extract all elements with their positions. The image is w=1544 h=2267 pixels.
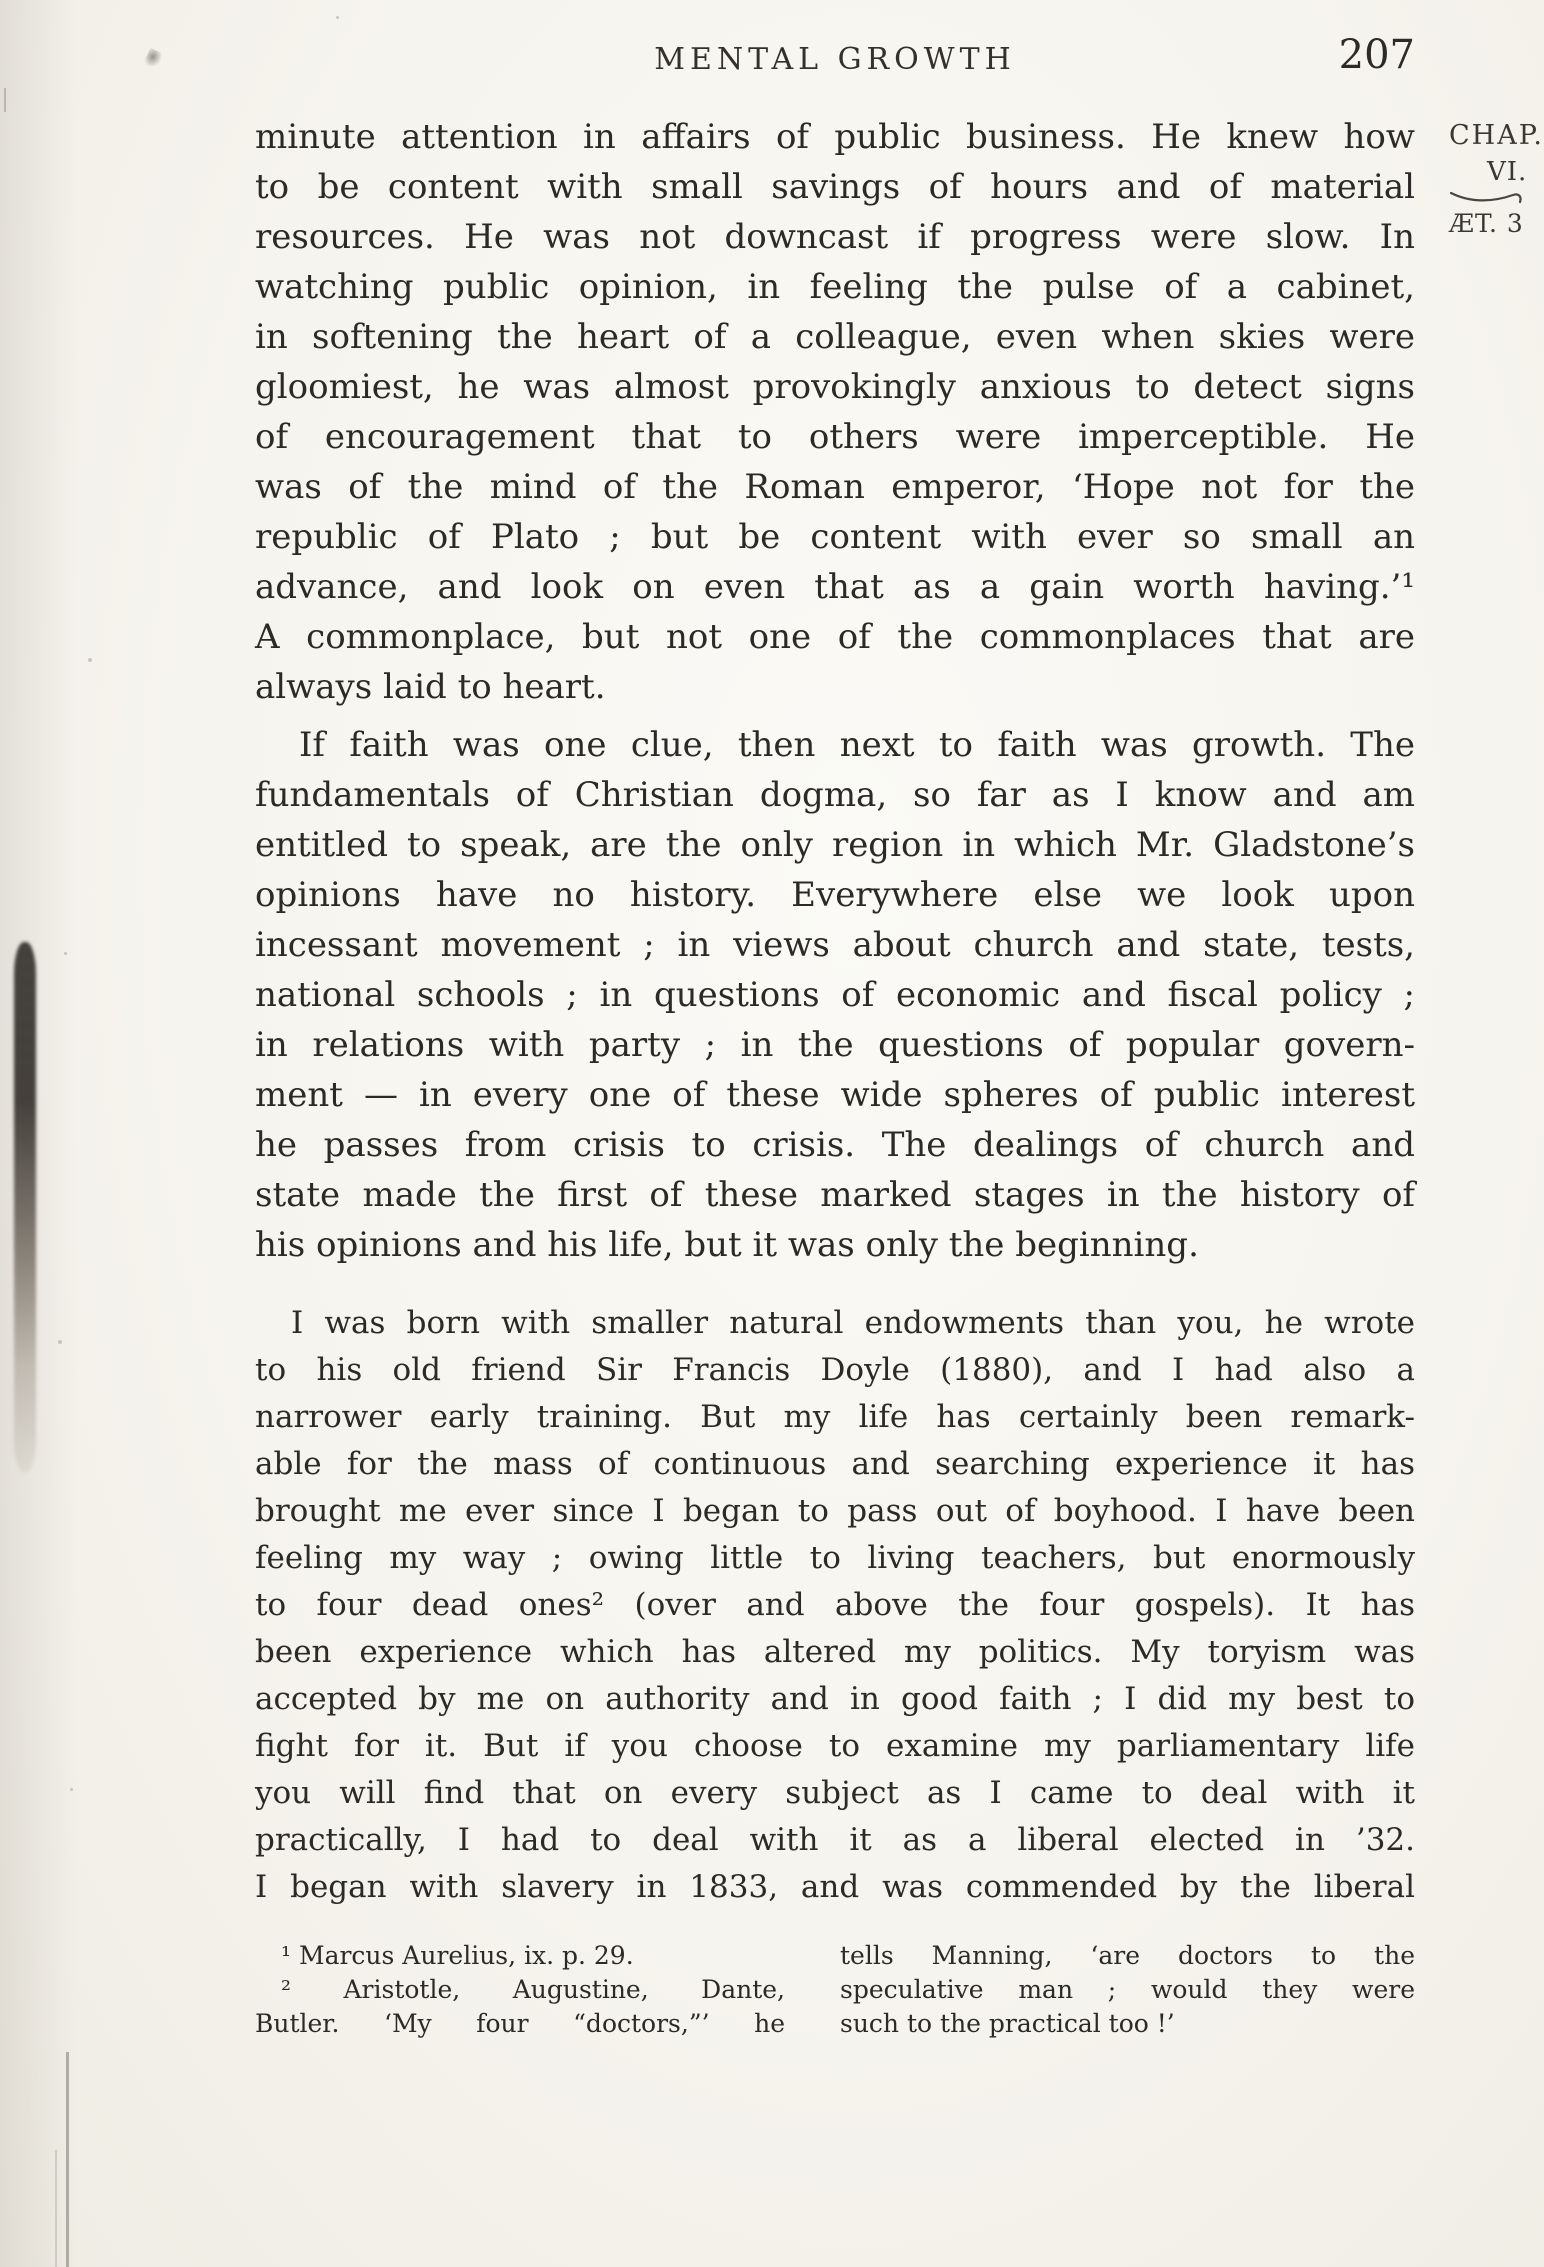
text-line: narrower early training. But my life has certainly been remark- — [255, 1399, 1415, 1435]
text-line: fight for it. But if you choose to examine my parliamentary life — [255, 1728, 1415, 1764]
aetat-label: ÆT. 3 — [1449, 209, 1524, 238]
chapter-label: CHAP. — [1449, 120, 1544, 151]
text-line: state made the first of these marked stages in the history of — [255, 1175, 1415, 1215]
scan-artifact-speck — [64, 952, 67, 955]
footnote-column-right — [840, 1939, 1415, 2041]
text-line: in relations with party ; in the questions of popular govern- — [255, 1025, 1415, 1065]
scan-artifact-pen-mark — [143, 48, 164, 71]
text-line: advance, and look on even that as a gain worth having.’¹ — [255, 567, 1415, 607]
text-line: fundamentals of Christian dogma, so far as I know and am — [255, 775, 1415, 815]
margin-note — [1449, 120, 1544, 238]
running-title: MENTAL GROWTH — [654, 42, 1016, 77]
text-line: tells Manning, ‘are doctors to the — [840, 1941, 1415, 1970]
scan-artifact-edge-tick — [4, 88, 6, 112]
text-line: resources. He was not downcast if progress were slow. In — [255, 217, 1415, 257]
text-line: speculative man ; would they were — [840, 1975, 1415, 2004]
text-line: of encouragement that to others were imperceptible. He — [255, 417, 1415, 457]
footnote-column-left — [255, 1939, 785, 2041]
scan-artifact-speck — [70, 1788, 73, 1791]
text-line: his opinions and his life, but it was only the beginning. — [255, 1225, 1199, 1265]
footnotes — [255, 1939, 1415, 2041]
text-line: minute attention in affairs of public business. He knew how — [255, 117, 1415, 157]
text-line: entitled to speak, are the only region in which Mr. Gladstone’s — [255, 825, 1415, 865]
quotation-paragraph — [255, 1300, 1415, 1911]
text-line: always laid to heart. — [255, 667, 606, 707]
text-line: incessant movement ; in views about church and state, tests, — [255, 925, 1415, 965]
scan-artifact-ink-streak — [14, 942, 36, 1472]
chapter-numeral: VI. — [1487, 157, 1528, 187]
page-header — [255, 30, 1415, 100]
text-line: to be content with small savings of hours and of material — [255, 167, 1415, 207]
text-line: ¹ Marcus Aurelius, ix. p. 29. — [281, 1941, 634, 1970]
text-line: brought me ever since I began to pass out of boyhood. I have been — [255, 1493, 1415, 1529]
text-line: I was born with smaller natural endowments than you, he wrote — [291, 1305, 1415, 1341]
text-line: gloomiest, he was almost provokingly anxious to detect signs — [255, 367, 1415, 407]
scan-artifact-speck — [336, 16, 339, 19]
margin-brace-flourish — [1449, 189, 1535, 205]
text-line: feeling my way ; owing little to living teachers, but enormously — [255, 1540, 1415, 1576]
text-line: accepted by me on authority and in good faith ; I did my best to — [255, 1681, 1415, 1717]
text-line: practically, I had to deal with it as a liberal elected in ’32. — [255, 1822, 1415, 1858]
text-line: such to the practical too !’ — [840, 2009, 1175, 2038]
text-line: If faith was one clue, then next to faith was growth. The — [299, 725, 1415, 765]
text-line: ² Aristotle, Augustine, Dante, — [281, 1975, 785, 2004]
scan-artifact-vertical-line — [55, 2150, 57, 2267]
scan-artifact-speck — [88, 658, 92, 662]
scan-artifact-speck — [58, 1340, 62, 1344]
text-line: was of the mind of the Roman emperor, ‘Hope not for the — [255, 467, 1415, 507]
text-block — [255, 112, 1415, 2041]
text-line: you will find that on every subject as I came to deal with it — [255, 1775, 1415, 1811]
text-line: opinions have no history. Everywhere else we look upon — [255, 875, 1415, 915]
text-line: to four dead ones² (over and above the four gospels). It has — [255, 1587, 1415, 1623]
text-line: he passes from crisis to crisis. The dealings of church and — [255, 1125, 1415, 1165]
text-line: in softening the heart of a colleague, even when skies were — [255, 317, 1415, 357]
text-line: Butler. ‘My four “doctors,”’ he — [255, 2009, 785, 2038]
page-edge-shading — [0, 0, 78, 2267]
body-paragraph-1 — [255, 112, 1415, 712]
scan-artifact-vertical-line — [66, 2052, 69, 2267]
page-number: 207 — [1338, 32, 1415, 78]
text-line: republic of Plato ; but be content with ever so small an — [255, 517, 1415, 557]
text-line: national schools ; in questions of economic and fiscal policy ; — [255, 975, 1415, 1015]
text-line: I began with slavery in 1833, and was commended by the liberal — [255, 1869, 1415, 1905]
text-line: watching public opinion, in feeling the pulse of a cabinet, — [255, 267, 1415, 307]
text-line: to his old friend Sir Francis Doyle (1880), and I had also a — [255, 1352, 1415, 1388]
text-line: ment — in every one of these wide spheres of public interest — [255, 1075, 1415, 1115]
text-line: A commonplace, but not one of the commonplaces that are — [255, 617, 1415, 657]
body-paragraph-2 — [255, 720, 1415, 1270]
text-line: been experience which has altered my politics. My toryism was — [255, 1634, 1415, 1670]
text-line: able for the mass of continuous and searching experience it has — [255, 1446, 1415, 1482]
